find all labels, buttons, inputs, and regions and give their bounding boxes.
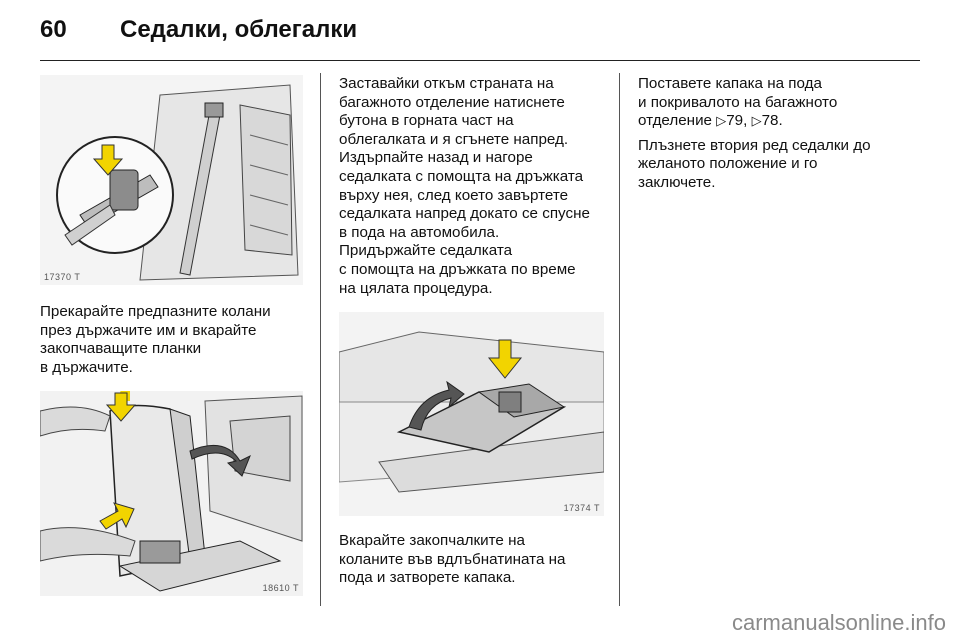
- column-3: [638, 75, 923, 193]
- column-separator-2: [619, 73, 620, 606]
- figure-code: 18610 T: [262, 583, 299, 594]
- figure-seatbelt-holder: [40, 75, 303, 285]
- page-reference-arrow-icon: ▷: [716, 113, 727, 129]
- page-header: [40, 10, 357, 50]
- instruction-paragraph: Плъзнете втория ред седалки до желаното положение и го заключете.: [638, 136, 871, 191]
- figure-floor-recess: [339, 312, 604, 516]
- instruction-paragraph: Заставайки откъм страната на багажното отделение натиснете бутона в горната част на облегалката и я сгънете напред. Издърпайте назад и нагоре седалката с помощта на дръжката върху нея, след което завъртете седалката напред докато се спусне в пода на автомобила. Придържайте седалката с помощта на дръжката по време на цялата процедура.: [339, 75, 590, 297]
- page-reference-link[interactable]: 79: [726, 112, 744, 130]
- instruction-paragraph: Поставете капака на пода и покривалото на багажното отделение ▷79, ▷78.: [638, 75, 838, 130]
- figure-code: 17374 T: [563, 503, 600, 514]
- page-number: 60: [40, 16, 67, 43]
- column-separator-1: [320, 73, 321, 606]
- instruction-paragraph: Вкарайте закопчалките на коланите във вдлъбнатината на пода и затворете капака.: [339, 532, 566, 587]
- page-title: Седалки, облегалки: [120, 16, 358, 43]
- column-2: [339, 75, 611, 588]
- page-reference-arrow-icon: ▷: [751, 113, 762, 129]
- figure-code: 17370 T: [44, 272, 81, 282]
- column-1: [40, 75, 306, 596]
- watermark: carmanualsonline.info: [731, 610, 946, 635]
- figure-seat-fold: [40, 391, 303, 596]
- instruction-paragraph: Прекарайте предпазните колани през държачите им и вкарайте закопчаващите планки в държачите.: [40, 303, 271, 376]
- page-reference-link[interactable]: 78: [761, 112, 779, 130]
- header-rule: [40, 60, 920, 61]
